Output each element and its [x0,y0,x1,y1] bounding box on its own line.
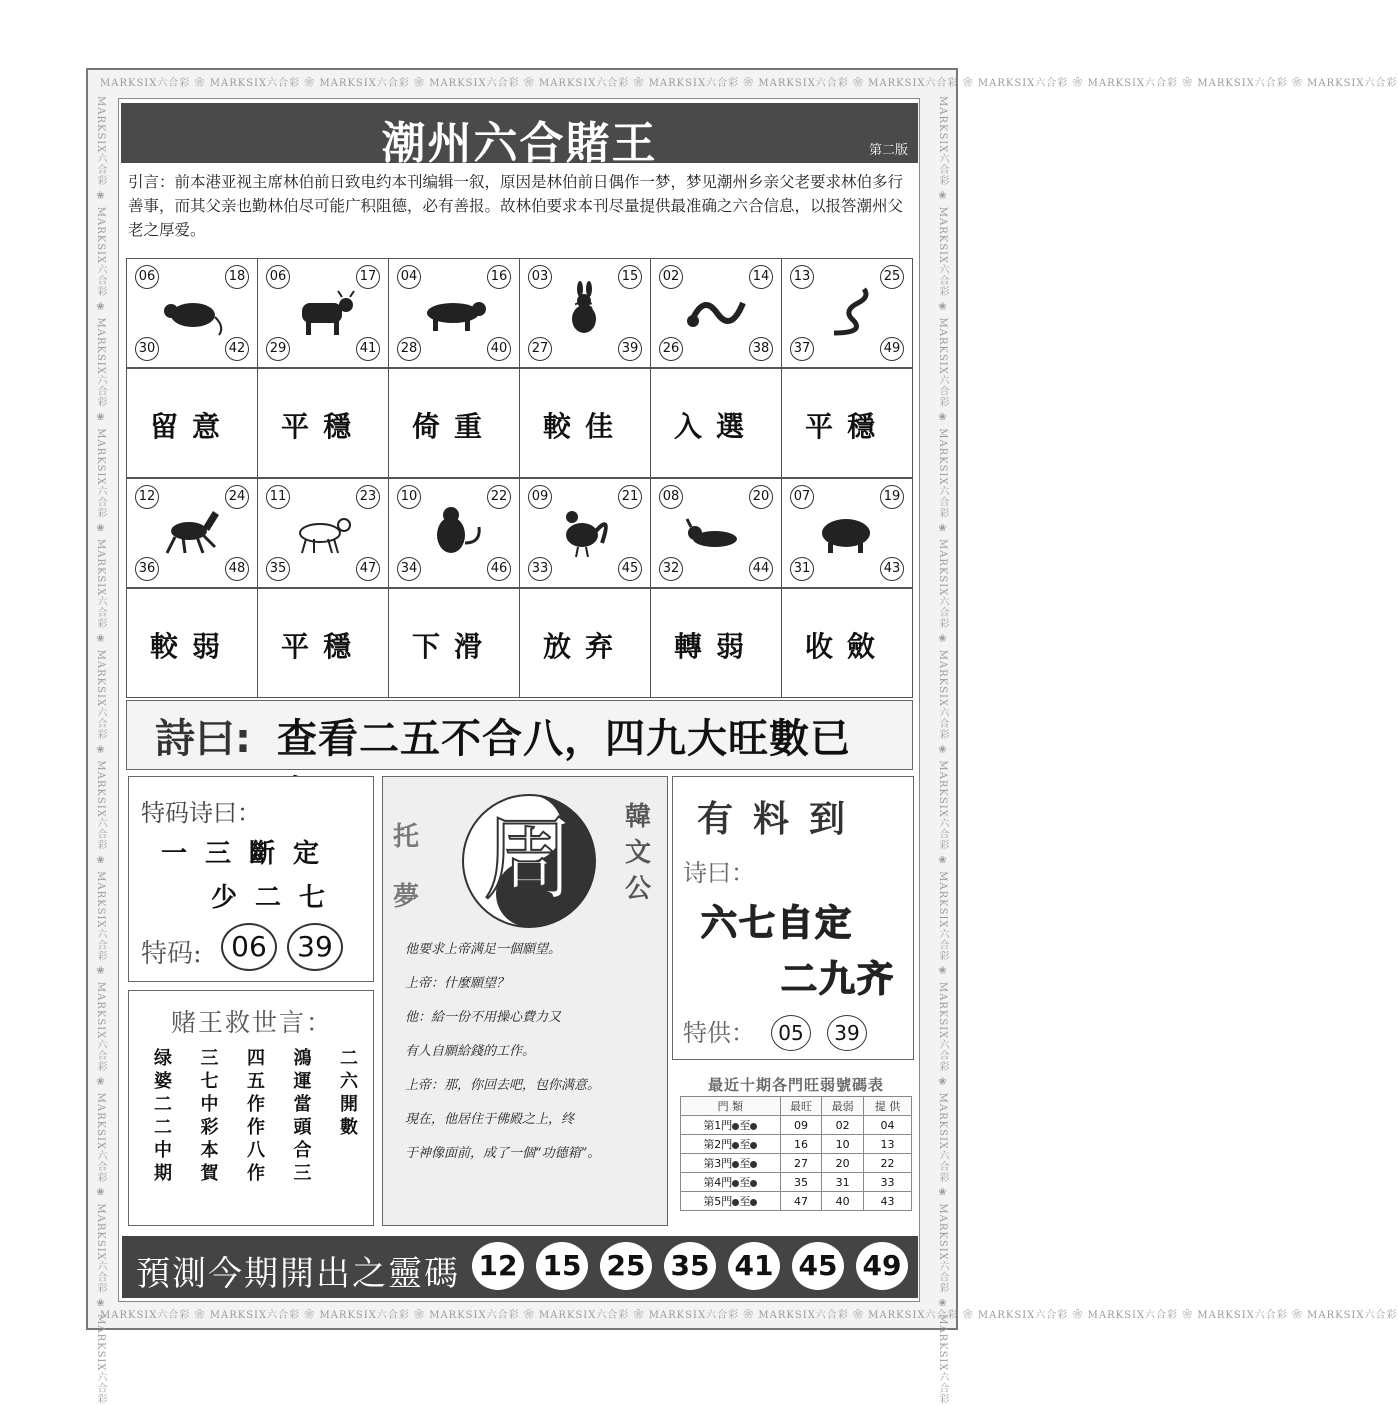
watermark-left: MARKSIX六合彩 ❀ MARKSIX六合彩 ❀ MARKSIX六合彩 ❀ MARKSIX六合彩 ❀ MARKSIX六合彩 ❀ MARKSIX六合彩 ❀ MARKSIX六合彩 ❀ MARKSIX六合彩 ❀ MARKSIX六合彩 ❀ MARKSIX六合彩 ❀ MARKSIX六合彩 ❀ MARKSIX六合彩 [95,96,106,1405]
rat-icon [159,283,225,339]
verdict-cell [782,589,912,697]
stats-value-cell: 09 [780,1116,822,1135]
have-data-line: 六七自定 [701,903,854,944]
zodiac-cell [258,259,389,367]
dream-right-label: 韓文公 [624,802,651,904]
zodiac-number: 38 [749,337,773,361]
poem-text: 查看二五不合八，四九大旺數已 [277,716,851,762]
verdict-text: 平穩 [280,410,365,443]
special-poem-line: 一三斷定 [161,839,338,869]
verdict-text: 放弃 [542,630,627,663]
zodiac-number: 41 [356,337,380,361]
zodiac-cell [127,259,258,367]
stats-row [681,1192,912,1211]
special-number-ball: 06 [221,923,277,971]
zodiac-number: 11 [266,485,290,509]
stats-range-word: 至 [739,1176,751,1189]
prediction-ball: 35 [664,1242,716,1290]
zodiac-number: 35 [266,557,290,581]
zodiac-cell [127,479,258,587]
gambler-words-column: 四五作作八作 [247,1048,265,1184]
zodiac-number: 33 [528,557,552,581]
gambler-words-box [128,990,374,1226]
zodiac-number: 27 [528,337,552,361]
zodiac-number: 03 [528,265,552,289]
stats-range-word: 至 [739,1157,751,1170]
stats-door-label: 第5門 [703,1195,733,1208]
ball-dot-icon [750,1123,757,1130]
verdict-text: 留意 [149,410,234,443]
prediction-ball: 41 [728,1242,780,1290]
stats-door-cell [681,1135,781,1154]
gambler-words-column: 绿婆二二中期 [154,1048,172,1184]
dream-story-line: 他：給一份不用操心費力又 [405,1010,562,1025]
zodiac-number: 47 [356,557,380,581]
zodiac-number: 40 [487,337,511,361]
title-bar [121,103,918,169]
special-offer-ball: 39 [827,1015,867,1051]
stats-value-cell: 33 [863,1173,911,1192]
zodiac-cell [782,259,912,367]
verdict-text: 入選 [673,410,758,443]
verdict-cell [389,369,520,477]
zodiac-number: 21 [618,485,642,509]
watermark-right: MARKSIX六合彩 ❀ MARKSIX六合彩 ❀ MARKSIX六合彩 ❀ MARKSIX六合彩 ❀ MARKSIX六合彩 ❀ MARKSIX六合彩 ❀ MARKSIX六合彩 ❀ MARKSIX六合彩 ❀ MARKSIX六合彩 ❀ MARKSIX六合彩 ❀ MARKSIX六合彩 ❀ MARKSIX六合彩 [937,96,948,1405]
special-poem-box [128,776,374,982]
verdict-text: 倚重 [411,410,496,443]
logo-character: 周 [482,806,576,913]
stats-row [681,1135,912,1154]
tiger-icon [421,283,487,339]
verdict-cell [127,589,258,697]
ball-dot-icon [750,1161,757,1168]
prediction-ball: 45 [792,1242,844,1290]
footer-balls [472,1242,908,1290]
poem-banner [126,700,913,770]
stats-range-word: 至 [739,1138,751,1151]
stats-value-cell: 31 [822,1173,864,1192]
stats-value-cell: 43 [863,1192,911,1211]
verdict-text: 較佳 [542,410,627,443]
gambler-words-columns [151,1047,361,1185]
stats-header-cell: 門 類 [681,1097,781,1116]
stats-range-word: 至 [739,1119,751,1132]
stats-door-label: 第3門 [703,1157,733,1170]
dream-left-label: 托夢 [392,822,419,912]
footer-label: 預測今期開出之靈碼 [136,1254,460,1294]
stats-value-cell: 13 [863,1135,911,1154]
ox-icon [290,283,356,339]
verdict-text: 下滑 [411,630,496,663]
stats-value-cell: 35 [780,1173,822,1192]
gambler-words-title: 赌王救世言： [170,1008,333,1037]
zodiac-number: 18 [225,265,249,289]
verdict-cell [651,369,782,477]
stats-table [680,1096,912,1211]
prediction-ball: 12 [472,1242,524,1290]
zodiac-number: 07 [790,485,814,509]
zodiac-number: 37 [790,337,814,361]
stats-door-cell [681,1192,781,1211]
zodiac-number: 09 [528,485,552,509]
stats-value-cell: 20 [822,1154,864,1173]
dream-story-line: 于神像面前，成了一個“功德箱”。 [405,1146,601,1161]
zodiac-number: 39 [618,337,642,361]
verdict-cell [389,589,520,697]
stats-door-label: 第4門 [703,1176,733,1189]
stats-value-cell: 16 [780,1135,822,1154]
watermark-top: MARKSIX六合彩 ❀ MARKSIX六合彩 ❀ MARKSIX六合彩 ❀ MARKSIX六合彩 ❀ MARKSIX六合彩 ❀ MARKSIX六合彩 ❀ MARKSIX六合彩 ❀ MARKSIX六合彩 ❀ MARKSIX六合彩 ❀ MARKSIX六合彩 ❀ MARKSIX六合彩 ❀ MARKSIX六合彩 [100,78,1398,89]
ball-dot-icon [750,1142,757,1149]
dream-story-text [405,933,653,1171]
zodiac-number: 30 [135,337,159,361]
zodiac-cell [520,479,651,587]
zodiac-animal-row [126,478,913,588]
zodiac-number: 28 [397,337,421,361]
zodiac-number: 49 [880,337,904,361]
zodiac-number: 20 [749,485,773,509]
zodiac-number: 42 [225,337,249,361]
stats-row [681,1173,912,1192]
stats-header-cell: 最旺 [780,1097,822,1116]
zodiac-number: 46 [487,557,511,581]
zodiac-verdict-row [126,588,913,698]
verdict-text: 平穩 [804,410,889,443]
zodiac-number: 36 [135,557,159,581]
have-data-line: 二九齐 [781,959,896,1000]
stats-range-word: 至 [739,1195,751,1208]
verdict-cell [520,369,651,477]
zodiac-verdict-row [126,368,913,478]
prediction-ball: 25 [600,1242,652,1290]
stats-value-cell: 22 [863,1154,911,1173]
stats-value-cell: 02 [822,1116,864,1135]
zodiac-number: 29 [266,337,290,361]
dragon-icon [683,283,749,339]
zodiac-number: 32 [659,557,683,581]
special-poem-line: 少二七 [211,883,344,913]
page-title: 潮州六合賭王 [381,118,658,169]
stats-header-row [681,1097,912,1116]
dream-story-box [382,776,668,1226]
special-number-ball: 39 [287,923,343,971]
zodiac-number: 10 [397,485,421,509]
have-data-title: 有料到 [697,799,866,840]
have-data-box [672,776,914,1060]
stats-value-cell: 40 [822,1192,864,1211]
zodiac-number: 48 [225,557,249,581]
edition-label: 第二版 [868,143,908,158]
verdict-cell [127,369,258,477]
verdict-cell [258,369,389,477]
special-offer-ball: 05 [771,1015,811,1051]
horse-icon [159,503,225,559]
zodiac-number: 19 [880,485,904,509]
stats-value-cell: 04 [863,1116,911,1135]
stats-value-cell: 47 [780,1192,822,1211]
zodiac-number: 04 [397,265,421,289]
dream-story-line: 有人自願給錢的工作。 [405,1044,536,1059]
verdict-text: 較弱 [149,630,234,663]
zodiac-extra-number: 25 [574,301,594,317]
zodiac-cell [389,479,520,587]
zodiac-cell [389,259,520,367]
verdict-cell [258,589,389,697]
special-poem-title: 特码诗曰： [141,799,261,827]
verdict-cell [782,369,912,477]
dream-story-line: 現在，他居住于佛殿之上，终 [405,1112,575,1127]
verdict-cell [520,589,651,697]
zodiac-number: 17 [356,265,380,289]
ball-dot-icon [750,1180,757,1187]
zodiac-animal-row [126,258,913,368]
zodiac-number: 13 [790,265,814,289]
zodiac-number: 12 [135,485,159,509]
zodiac-number: 14 [749,265,773,289]
zodiac-number: 25 [880,265,904,289]
ball-dot-icon [750,1199,757,1206]
zodiac-cell [651,479,782,587]
stats-door-label: 第2門 [703,1138,733,1151]
zodiac-number: 06 [266,265,290,289]
intro-paragraph: 引言：前本港亚视主席林伯前日致电约本刊编辑一叙，原因是林伯前日偶作一梦，梦见潮州乡亲父老要求林伯多行善事，而其父亲也勤林伯尽可能广积阻德，必有善报。故林伯要求本刊尽量提供最准确之六合信息，以报答潮州父老之厚爱。 [128,173,904,239]
zodiac-number: 08 [659,485,683,509]
zodiac-number: 44 [749,557,773,581]
stats-header-cell: 提 供 [863,1097,911,1116]
zodiac-cell [258,479,389,587]
stats-title: 最近十期各門旺弱號碼表 [707,1076,884,1094]
stats-header-cell: 最弱 [822,1097,864,1116]
gambler-words-column: 鴻運當頭合三 [293,1048,312,1184]
dream-story-line: 上帝：那，你回去吧，包你满意。 [405,1078,601,1093]
dog-icon [683,503,749,559]
stats-row [681,1154,912,1173]
zodiac-number: 23 [356,485,380,509]
zodiac-number: 26 [659,337,683,361]
zodiac-cell [520,259,651,367]
goat-icon [290,503,356,559]
zodiac-number: 45 [618,557,642,581]
verdict-text: 轉弱 [673,630,758,663]
pig-icon [814,503,880,559]
yin-yang-logo-icon [459,791,599,931]
poem-label: 詩曰: [155,716,251,762]
zodiac-cell [782,479,912,587]
special-offer-label: 特供： [683,1019,755,1047]
zodiac-number: 34 [397,557,421,581]
prediction-ball: 49 [856,1242,908,1290]
stats-door-cell [681,1154,781,1173]
stats-row [681,1116,912,1135]
dream-story-line: 上帝：什麼願望？ [405,976,510,991]
stats-door-cell [681,1116,781,1135]
footer-banner [122,1236,918,1298]
verdict-text: 平穩 [280,630,365,663]
zodiac-number: 02 [659,265,683,289]
zodiac-cell [651,259,782,367]
stats-door-cell [681,1173,781,1192]
gambler-words-column: 三七中彩本賀 [200,1048,219,1184]
zodiac-number: 15 [618,265,642,289]
snake-icon [814,283,880,339]
prediction-ball: 15 [536,1242,588,1290]
zodiac-number: 22 [487,485,511,509]
special-number-label: 特码: [141,939,202,969]
dream-story-line: 他要求上帝满足一個願望。 [405,942,562,957]
stats-box [678,1074,914,1230]
have-data-label: 诗曰： [683,859,755,887]
zodiac-number: 24 [225,485,249,509]
verdict-cell [651,589,782,697]
gambler-words-column: 二六開數 [340,1048,358,1138]
zodiac-number: 31 [790,557,814,581]
zodiac-number: 06 [135,265,159,289]
stats-value-cell: 10 [822,1135,864,1154]
stats-value-cell: 27 [780,1154,822,1173]
rooster-icon [552,503,618,559]
zodiac-number: 43 [880,557,904,581]
verdict-text: 收斂 [804,630,889,663]
monkey-icon [421,503,487,559]
watermark-bottom: MARKSIX六合彩 ❀ MARKSIX六合彩 ❀ MARKSIX六合彩 ❀ MARKSIX六合彩 ❀ MARKSIX六合彩 ❀ MARKSIX六合彩 ❀ MARKSIX六合彩 ❀ MARKSIX六合彩 ❀ MARKSIX六合彩 ❀ MARKSIX六合彩 ❀ MARKSIX六合彩 ❀ MARKSIX六合彩 [100,1310,1398,1321]
zodiac-number: 16 [487,265,511,289]
stats-door-label: 第1門 [703,1119,733,1132]
